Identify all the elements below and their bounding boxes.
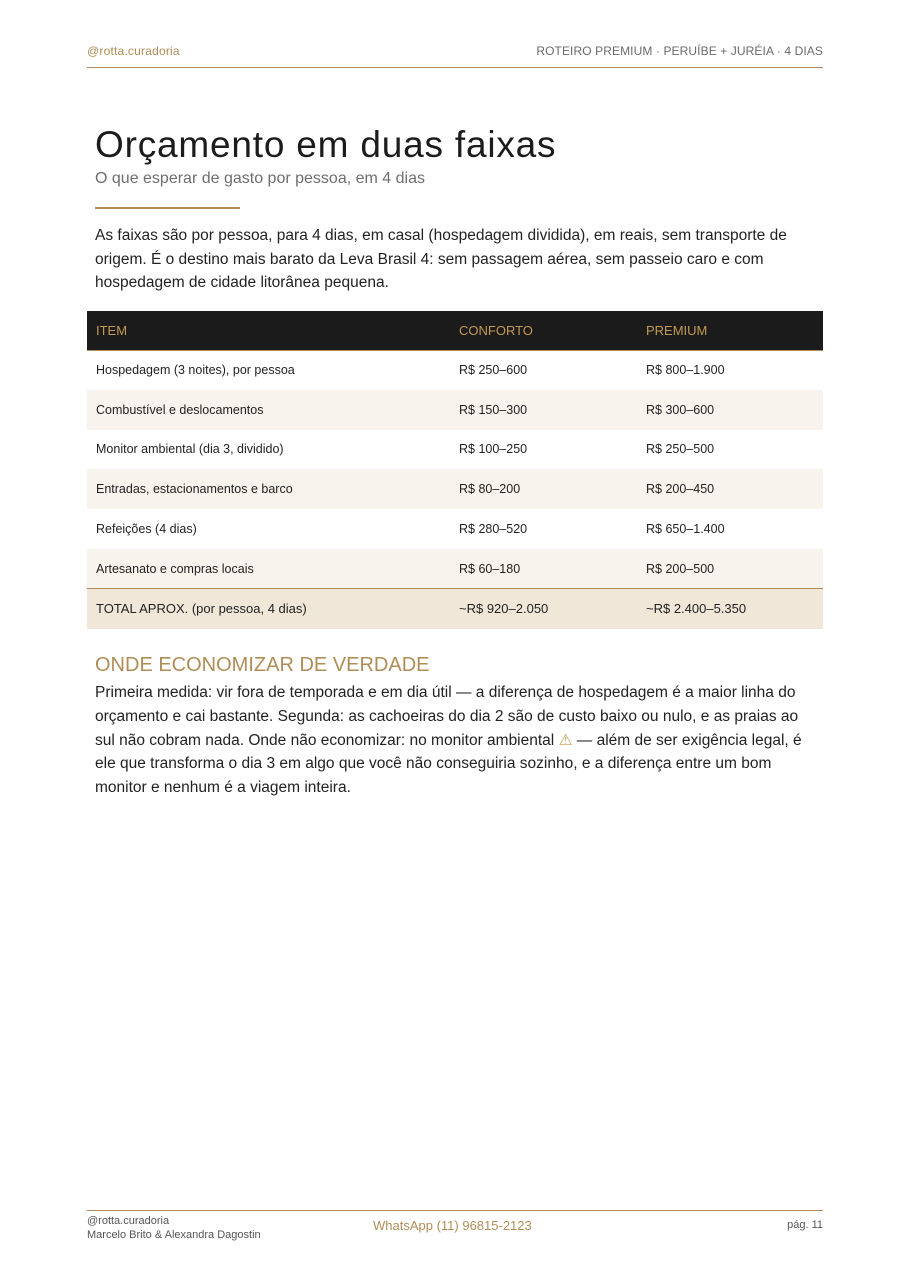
column-header-conforto: CONFORTO <box>450 311 637 350</box>
cell-premium: R$ 200–500 <box>637 549 823 589</box>
title-divider <box>95 207 240 209</box>
cell-conforto: R$ 150–300 <box>450 390 637 430</box>
cell-conforto: R$ 280–520 <box>459 522 528 537</box>
budget-table <box>87 311 823 629</box>
page-number: pág. 11 <box>787 1219 823 1231</box>
total-label: TOTAL APROX. (por pessoa, 4 dias) <box>87 589 450 629</box>
cell-item: Monitor ambiental (dia 3, dividido) <box>96 442 284 457</box>
table-row <box>87 390 823 430</box>
column-header-item: ITEM <box>87 311 450 350</box>
cell-conforto: R$ 250–600 <box>459 363 528 378</box>
page-subtitle: O que esperar de gasto por pessoa, em 4 dias <box>95 170 425 187</box>
cell-conforto: R$ 80–200 <box>450 469 637 509</box>
cell-premium: R$ 650–1.400 <box>646 522 725 537</box>
cell-conforto: R$ 60–180 <box>450 549 637 589</box>
cell-item: Artesanato e compras locais <box>87 549 450 589</box>
intro-paragraph: As faixas são por pessoa, para 4 dias, em casal (hospedagem dividida), em reais, sem transporte de origem. É o destino mais barato da Leva Brasil 4: sem passagem aérea, sem passeio caro e com hospedagem de cidade litorânea pequena. <box>95 227 787 291</box>
table-row <box>87 509 823 549</box>
cell-item: Refeições (4 dias) <box>96 522 197 537</box>
header-brand: @rotta.curadoria <box>87 44 180 58</box>
cell-item: Combustível e deslocamentos <box>87 390 450 430</box>
table-row <box>87 350 823 390</box>
column-header-premium: PREMIUM <box>637 311 823 350</box>
section-heading: ONDE ECONOMIZAR DE VERDADE <box>95 654 430 676</box>
cell-premium: R$ 800–1.900 <box>646 363 725 378</box>
table-row <box>87 430 823 470</box>
cell-item: Hospedagem (3 noites), por pessoa <box>96 363 295 378</box>
cell-item: Entradas, estacionamentos e barco <box>87 469 450 509</box>
section-text-after: — além de ser exigência legal, é ele que transforma o dia 3 em algo que você não conseguiria sozinho, e a diferença entre um bom monitor e nenhum é a viagem inteira. <box>95 731 802 797</box>
cell-conforto: R$ 100–250 <box>459 442 528 457</box>
section-text-before: Primeira medida: vir fora de temporada e em dia útil — a diferença de hospedagem é a maior linha do orçamento e cai bastante. Segunda: as cachoeiras do dia 2 são de custo baixo ou nulo, e as praias ao sul não cobram nada. Onde não economizar: no monitor ambiental <box>95 684 799 749</box>
table-row <box>87 549 823 589</box>
cell-premium: R$ 300–600 <box>637 390 823 430</box>
cell-premium: R$ 250–500 <box>646 442 715 457</box>
warning-icon: ⚠ <box>558 731 573 749</box>
table-total-row <box>87 589 823 629</box>
table-header-row <box>87 311 823 350</box>
section-paragraph <box>95 681 820 800</box>
header-document-title: ROTEIRO PREMIUM · PERUÍBE + JURÉIA · 4 DIAS <box>536 44 823 58</box>
page-title: Orçamento em duas faixas <box>95 124 557 165</box>
total-conforto: ~R$ 920–2.050 <box>450 589 637 629</box>
page-header <box>87 44 823 68</box>
footer-brand: @rotta.curadoria <box>87 1215 170 1227</box>
page-footer <box>87 1210 823 1250</box>
total-premium: ~R$ 2.400–5.350 <box>637 589 823 629</box>
cell-premium: R$ 200–450 <box>637 469 823 509</box>
table-row <box>87 469 823 509</box>
footer-authors: Marcelo Brito & Alexandra Dagostin <box>87 1229 261 1241</box>
footer-whatsapp-contact: WhatsApp (11) 96815-2123 <box>373 1218 532 1233</box>
footer-credits <box>87 1214 261 1242</box>
